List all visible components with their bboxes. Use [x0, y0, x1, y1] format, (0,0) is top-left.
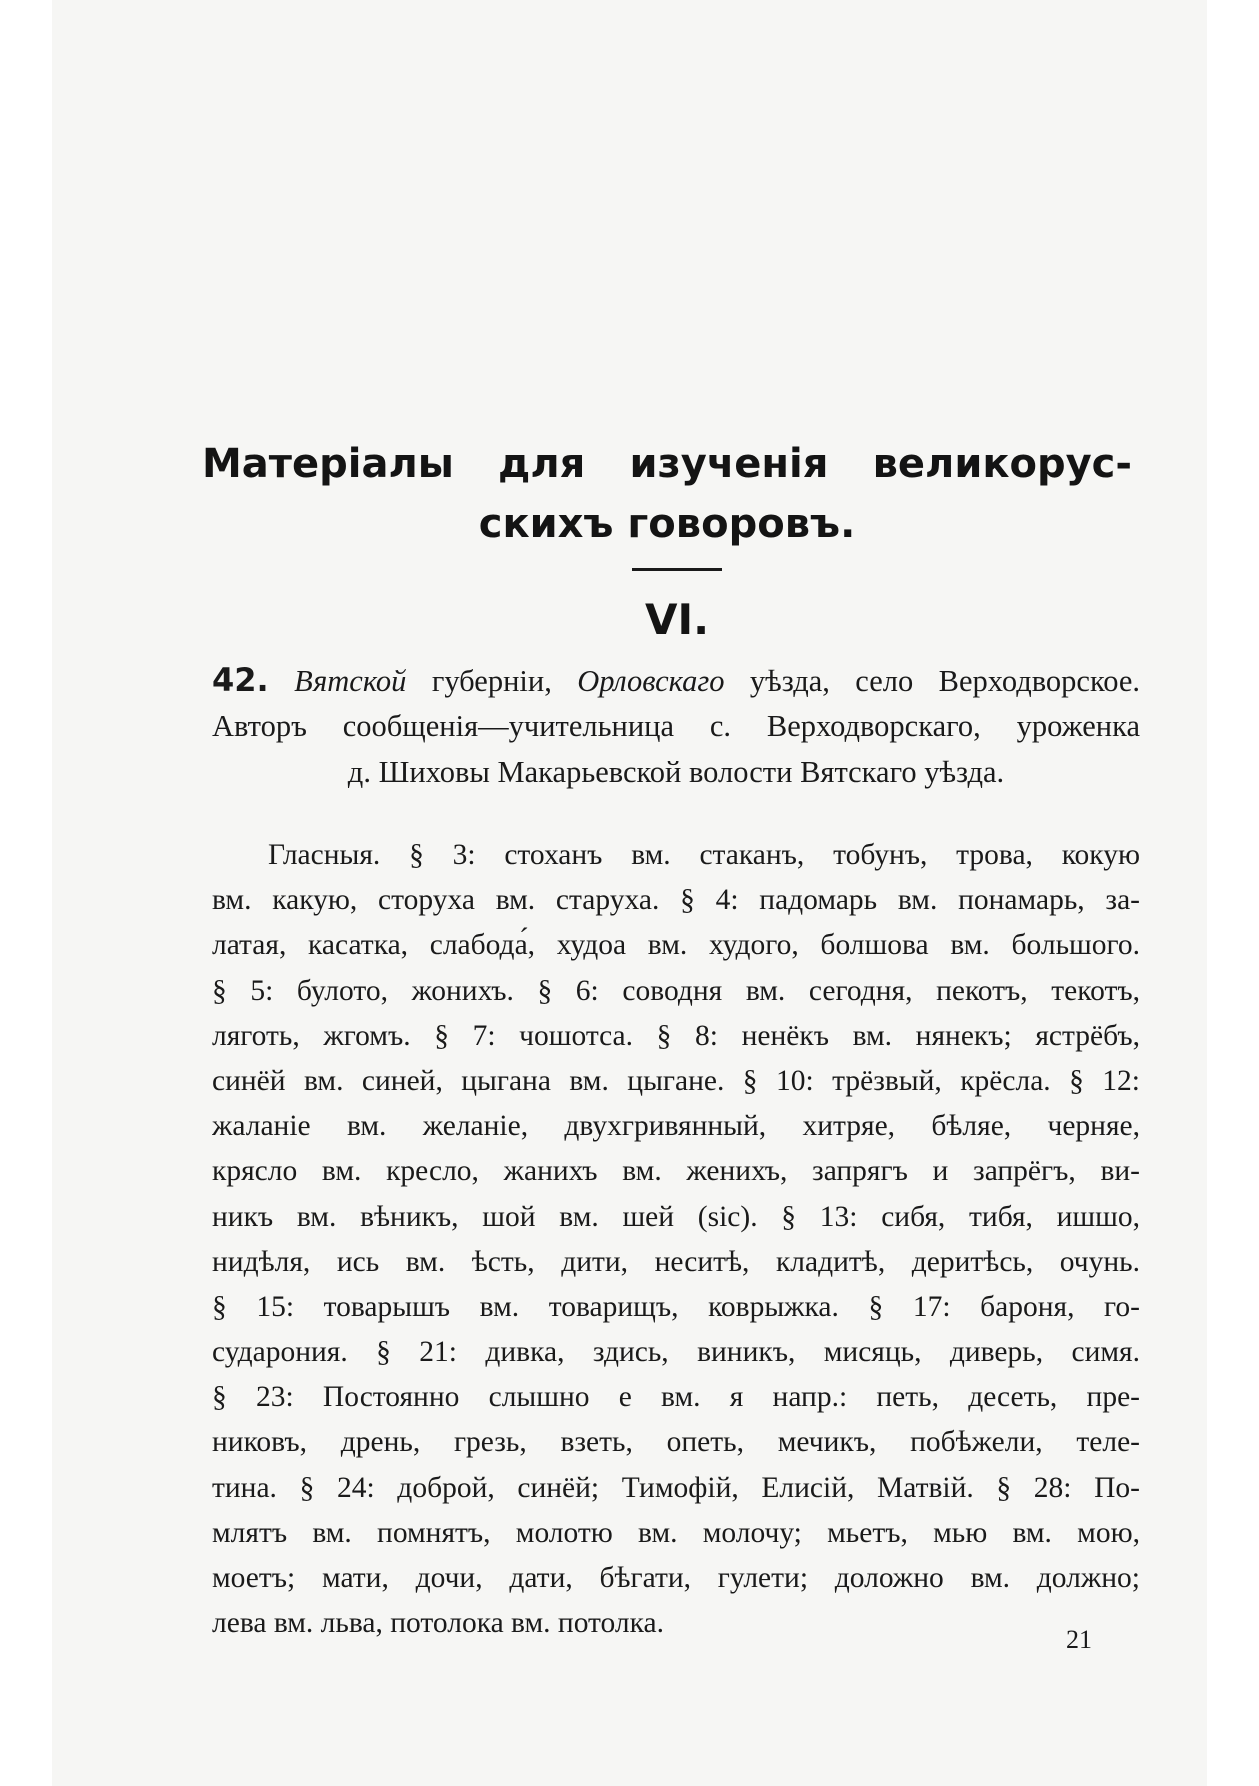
- entry-number: 42.: [212, 661, 269, 699]
- body-line: никъ вм. вѣникъ, шой вм. шей (sic). § 13: сибя, тибя, ишшо,: [212, 1200, 1140, 1233]
- body-line: крясло вм. кресло, жанихъ вм. женихъ, запрягъ и запрёгъ, ви-: [212, 1155, 1140, 1188]
- body-line: § 5: булото, жонихъ. § 6: соводня вм. сегодня, пекотъ, текотъ,: [212, 974, 1140, 1007]
- entry-heading-text: губерніи,: [406, 664, 578, 698]
- body-line: моетъ; мати, дочи, дати, бѣгати, гулети; доложно вм. должно;: [212, 1562, 1140, 1594]
- page-title-line-2: скихъ говоровъ.: [478, 501, 856, 547]
- page-number: 21: [1066, 1625, 1092, 1654]
- entry-heading-line-2: Авторъ сообщенія—учительница с. Верходворскаго, уроженка: [212, 709, 1140, 743]
- body-line: вм. какую, сторуха вм. старуха. § 4: падомарь вм. понамарь, за-: [212, 884, 1140, 917]
- body-line: Гласныя. § 3: стоханъ вм. стаканъ, тобунъ, трова, кокую: [268, 839, 1140, 871]
- body-line: латая, касатка, слабода́, худоа вм. худого, болшова вм. большого.: [212, 929, 1140, 962]
- body-line: нидѣля, ись вм. ѣсть, дити, неситѣ, кладитѣ, деритѣсь, очунь.: [212, 1245, 1140, 1278]
- body-line: жаланіе вм. желаніе, двухгривянный, хитряе, бѣляе, черняе,: [212, 1110, 1140, 1143]
- page-title-line-1: Матеріалы для изученія великорус-: [202, 441, 1132, 487]
- body-line: синёй вм. синей, цыгана вм. цыгане. § 10: трёзвый, крёсла. § 12:: [212, 1064, 1140, 1097]
- section-number: VI.: [644, 595, 710, 644]
- entry-spacer: [269, 664, 294, 698]
- body-line: § 15: товарышъ вм. товарищъ, коврыжка. § 17: бароня, го-: [212, 1290, 1140, 1323]
- body-line: § 23: Постоянно слышно е вм. я напр.: петь, десеть, пре-: [212, 1381, 1140, 1414]
- entry-heading-line-1: [212, 657, 1140, 704]
- body-line: ляготь, жгомъ. § 7: чошотса. § 8: ненёкъ вм. нянекъ; ястрёбъ,: [212, 1019, 1140, 1052]
- entry-heading-text: уѣзда, село Верходворское.: [724, 664, 1140, 698]
- body-text: [212, 833, 1140, 1646]
- body-line: сударония. § 21: дивка, здись, виникъ, мисяць, диверь, симя.: [212, 1336, 1140, 1369]
- body-line: тина. § 24: доброй, синёй; Тимофій, Елисій, Матвій. § 28: По-: [212, 1471, 1140, 1504]
- page-sheet: [52, 0, 1207, 1786]
- body-line: лева вм. льва, потолока вм. потолка.: [212, 1607, 664, 1640]
- entry-province: Вятской: [294, 664, 407, 698]
- entry-heading-line-3: д. Шиховы Макарьевской волости Вятскаго уѣзда.: [347, 755, 1005, 789]
- body-line: никовъ, дрень, грезь, взеть, опеть, мечикъ, побѣжели, теле-: [212, 1426, 1140, 1459]
- body-line: млятъ вм. помнятъ, молотю вм. молочу; мьетъ, мью вм. мою,: [212, 1516, 1140, 1549]
- title-divider: [632, 568, 722, 571]
- entry-district: Орловскаго: [577, 664, 725, 698]
